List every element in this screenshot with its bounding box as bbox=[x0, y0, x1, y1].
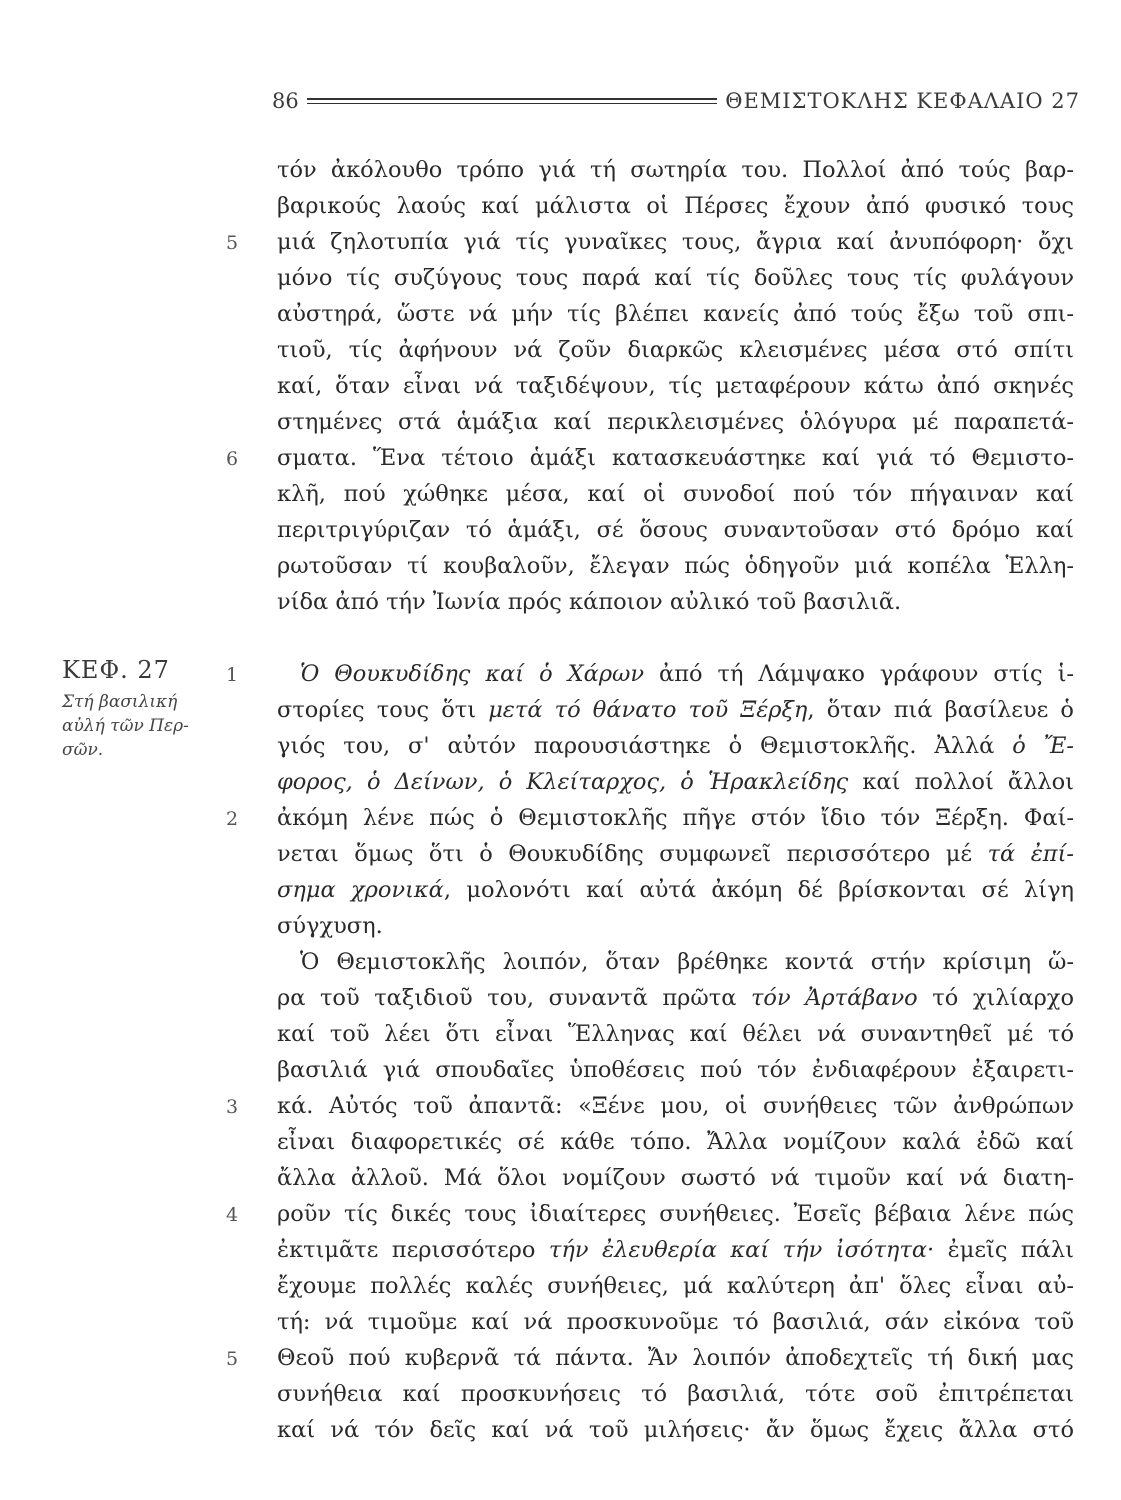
text-line: ἄλλα ἀλλοῦ. Μά ὅλοι νομίζουν σωστό νά τιμοῦν καί νά διατη- bbox=[277, 1165, 1074, 1191]
text-run: ρα τοῦ ταξιδιοῦ του, συναντᾶ πρῶτα bbox=[277, 985, 751, 1011]
chapter-note-line: σῶν. bbox=[62, 740, 104, 760]
text-run: ἐμεῖς πάλι bbox=[934, 1237, 1074, 1263]
italic-phrase: τήν ἐλευθερία καί τήν ἰσότητα· bbox=[548, 1237, 935, 1263]
text-line: κά. Αὐτός τοῦ ἀπαντᾶ: «Ξένε μου, οἱ συνήθειες τῶν ἀνθρώπων bbox=[277, 1093, 1074, 1119]
text-line: καί νά τόν δεῖς καί νά τοῦ μιλήσεις· ἄν ὅμως ἔχεις ἄλλα στό bbox=[277, 1417, 1074, 1443]
margin-number: 5 bbox=[225, 1348, 239, 1370]
text-run: ἐκτιμᾶτε περισσότερο bbox=[277, 1237, 549, 1263]
chapter-label: ΚΕΦ. 27 bbox=[62, 656, 170, 684]
margin-number: 5 bbox=[225, 232, 239, 254]
chapter-sidebar bbox=[62, 656, 222, 762]
italic-phrase: Ὁ Θουκυδίδης καί ὁ Χάρων bbox=[300, 661, 645, 687]
text-line: σύγχυση. bbox=[277, 913, 383, 939]
italic-phrase: τόν Ἀρτάβανο bbox=[750, 985, 918, 1011]
text-run: καί πολλοί ἄλλοι bbox=[848, 769, 1074, 795]
header-rule bbox=[307, 98, 718, 104]
text-line: ρωτοῦσαν τί κουβαλοῦν, ἔλεγαν πώς ὁδηγοῦν μιά κοπέλα Ἑλλη- bbox=[277, 553, 1074, 579]
text-line: στημένες στά ἁμάξια καί περικλεισμένες ὁλόγυρα μέ παραπετά- bbox=[277, 409, 1074, 435]
text-line: εἶναι διαφορετικές σέ κάθε τόπο. Ἄλλα νομίζουν καλά ἐδῶ καί bbox=[277, 1129, 1074, 1155]
page-header bbox=[272, 84, 1080, 118]
text-line: τιοῦ, τίς ἀφήνουν νά ζοῦν διαρκῶς κλεισμένες μέσα στό σπίτι bbox=[277, 337, 1074, 363]
text-line: βασιλιά γιά σπουδαῖες ὑποθέσεις πού τόν ἐνδιαφέρουν ἐξαιρετι- bbox=[277, 1057, 1074, 1083]
text-line: συνήθεια καί προσκυνήσεις τό βασιλιά, τότε σοῦ ἐπιτρέπεται bbox=[277, 1381, 1074, 1407]
text-line: βαρικούς λαούς καί μάλιστα οἱ Πέρσες ἔχουν ἀπό φυσικό τους bbox=[277, 193, 1074, 219]
text-run: , μολονότι καί αὐτά ἀκόμη δέ βρίσκονται σέ λίγη bbox=[443, 877, 1074, 903]
text-line: περιτριγύριζαν τό ἁμάξι, σέ ὅσους συναντοῦσαν στό δρόμο καί bbox=[277, 517, 1074, 543]
text-line bbox=[277, 692, 1074, 728]
text-line: αὐστηρά, ὥστε νά μήν τίς βλέπει κανείς ἀπό τούς ἔξω τοῦ σπι- bbox=[277, 301, 1074, 327]
text-line: καί, ὅταν εἶναι νά ταξιδέψουν, τίς μεταφέρουν κάτω ἀπό σκηνές bbox=[277, 373, 1074, 399]
text-line: μόνο τίς συζύγους τους παρά καί τίς δοῦλες τους τίς φυλάγουν bbox=[277, 265, 1074, 291]
text-line: τόν ἀκόλουθο τρόπο γιά τή σωτηρία του. Πολλοί ἀπό τούς βαρ- bbox=[277, 157, 1074, 183]
text-line bbox=[277, 872, 1074, 908]
chapter-note-line: Στή βασιλική bbox=[62, 692, 178, 712]
text-line bbox=[300, 656, 1074, 692]
margin-number: 4 bbox=[225, 1204, 239, 1226]
text-run: γιός του, σ' αὐτόν παρουσιάστηκε ὁ Θεμιστοκλῆς. Ἀλλά bbox=[277, 733, 1013, 759]
margin-number: 2 bbox=[225, 808, 239, 830]
text-line: ροῦν τίς δικές τους ἰδιαίτερες συνήθειες. Ἐσεῖς βέβαια λένε πώς bbox=[277, 1201, 1074, 1227]
text-run: ἀπό τή Λάμψακο γράφουν στίς ἱ- bbox=[644, 661, 1075, 687]
text-line: σματα. Ἕνα τέτοιο ἁμάξι κατασκευάστηκε καί γιά τό Θεμιστο- bbox=[277, 445, 1074, 471]
italic-phrase: τά ἐπί- bbox=[987, 841, 1074, 867]
text-line bbox=[277, 980, 1074, 1016]
italic-phrase: φορος, ὁ Δείνων, ὁ Κλείταρχος, ὁ Ἡρακλείδης bbox=[277, 769, 849, 795]
margin-number: 1 bbox=[225, 664, 239, 686]
text-line: ἔχουμε πολλές καλές συνήθειες, μά καλύτερη ἀπ' ὅλες εἶναι αὐ- bbox=[277, 1273, 1074, 1299]
margin-number: 3 bbox=[225, 1096, 239, 1118]
text-line: καί τοῦ λέει ὅτι εἶναι Ἕλληνας καί θέλει νά συναντηθεῖ μέ τό bbox=[277, 1021, 1074, 1047]
text-line: Θεοῦ πού κυβερνᾶ τά πάντα. Ἄν λοιπόν ἀποδεχτεῖς τή δική μας bbox=[277, 1345, 1074, 1371]
text-run: , ὅταν πιά βασίλευε ὁ bbox=[807, 697, 1074, 723]
text-line bbox=[277, 836, 1074, 872]
italic-phrase: ὁ Ἔ- bbox=[1012, 733, 1074, 759]
text-run: τό χιλίαρχο bbox=[917, 985, 1074, 1011]
text-line: μιά ζηλοτυπία γιά τίς γυναῖκες τους, ἄγρια καί ἀνυπόφορη· ὄχι bbox=[277, 229, 1074, 255]
margin-number: 6 bbox=[225, 448, 239, 470]
italic-phrase: μετά τό θάνατο τοῦ Ξέρξη bbox=[488, 697, 808, 723]
page-number: 86 bbox=[272, 89, 299, 113]
text-line: Ὁ Θεμιστοκλῆς λοιπόν, ὅταν βρέθηκε κοντά στήν κρίσιμη ὥ- bbox=[300, 949, 1074, 975]
text-line bbox=[277, 728, 1074, 764]
running-head: ΘΕΜΙΣΤΟΚΛΗΣ ΚΕΦΑΛΑΙΟ 27 bbox=[725, 89, 1080, 113]
text-line bbox=[277, 764, 1074, 800]
text-run: στορίες τους ὅτι bbox=[277, 697, 489, 723]
text-line: ἀκόμη λένε πώς ὁ Θεμιστοκλῆς πῆγε στόν ἴδιο τόν Ξέρξη. Φαί- bbox=[277, 805, 1074, 831]
chapter-note bbox=[62, 690, 222, 762]
chapter-note-line: αὐλή τῶν Περ- bbox=[62, 716, 189, 736]
text-line: νίδα ἀπό τήν Ἰωνία πρός κάποιον αὐλικό τοῦ βασιλιᾶ. bbox=[277, 589, 902, 615]
text-run: νεται ὅμως ὅτι ὁ Θουκυδίδης συμφωνεῖ περισσότερο μέ bbox=[277, 841, 988, 867]
text-line: τή: νά τιμοῦμε καί νά προσκυνοῦμε τό βασιλιά, σάν εἰκόνα τοῦ bbox=[277, 1309, 1074, 1335]
italic-phrase: σημα χρονικά bbox=[277, 877, 444, 903]
text-line: κλῆ, πού χώθηκε μέσα, καί οἱ συνοδοί πού τόν πήγαιναν καί bbox=[277, 481, 1074, 507]
text-line bbox=[277, 1232, 1074, 1268]
